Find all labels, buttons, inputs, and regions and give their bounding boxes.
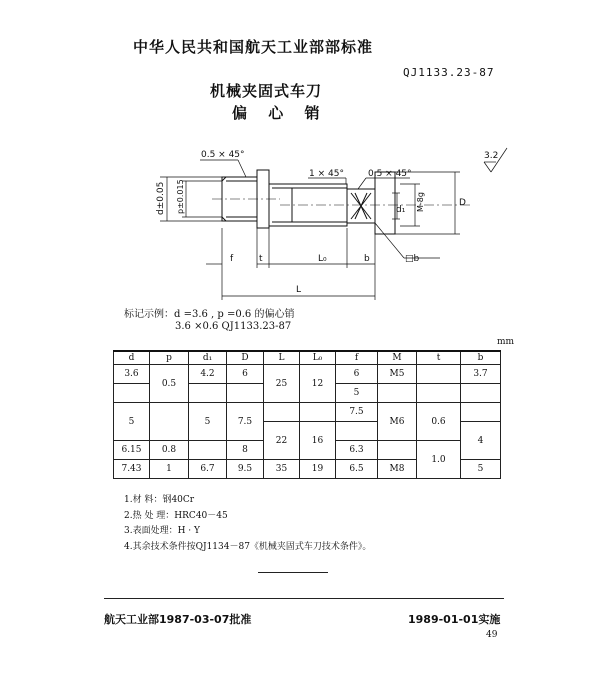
col-header-p: p xyxy=(150,351,189,365)
table-cell: 19 xyxy=(300,460,336,479)
table-cell xyxy=(264,403,300,422)
table-cell: 6 xyxy=(227,365,264,384)
table-cell: 1 xyxy=(150,460,189,479)
chamfer-left-label: 0.5 × 45° xyxy=(201,150,245,160)
marking-example-code: 3.6 ×0.6 QJ1133.23-87 xyxy=(175,321,292,332)
table-cell: 25 xyxy=(264,365,300,403)
table-cell xyxy=(114,384,150,403)
table-cell xyxy=(378,441,417,460)
tolerance-box-label: □b xyxy=(405,254,420,264)
table-cell: 3.7 xyxy=(461,365,501,384)
table-cell: 5 xyxy=(189,403,227,441)
table-cell: 6.15 xyxy=(114,441,150,460)
note-other-requirements: 4.其余技术条件按QJ1134－87《机械夹固式车刀技术条件》。 xyxy=(124,541,372,552)
col-header-D: D xyxy=(227,351,264,365)
dim-f-label: f xyxy=(230,254,234,264)
table-cell: 0.8 xyxy=(150,441,189,460)
dim-d1-label: d₁ xyxy=(396,205,406,215)
table-cell: 6.3 xyxy=(336,441,378,460)
table-cell: 0.6 xyxy=(417,403,461,441)
col-header-f: f xyxy=(336,351,378,365)
col-header-M: M xyxy=(378,351,417,365)
document-subtitle: 偏 心 销 xyxy=(232,104,328,122)
table-cell: 16 xyxy=(300,422,336,460)
standard-authority-title: 中华人民共和国航天工业部部标准 xyxy=(133,38,374,56)
table-cell: 3.6 xyxy=(114,365,150,384)
marking-example-label: 标记示例：d =3.6 , p =0.6 的偏心销 xyxy=(124,309,295,320)
table-cell: 7.5 xyxy=(227,403,264,441)
dim-b-label: b xyxy=(364,254,370,264)
table-cell: 7.5 xyxy=(336,403,378,422)
page-number: 49 xyxy=(486,630,498,640)
dim-M-label: M-8g xyxy=(416,192,425,212)
table-unit: mm xyxy=(497,337,515,347)
note-material: 1.材 料：钢40Cr xyxy=(124,495,195,505)
col-header-b: b xyxy=(461,351,501,365)
table-cell: M5 xyxy=(378,365,417,384)
col-header-L0: L₀ xyxy=(300,351,336,365)
end-rule xyxy=(258,572,328,573)
table-cell xyxy=(461,403,501,422)
dimension-table xyxy=(113,350,501,479)
col-header-d: d xyxy=(114,351,150,365)
dim-L-label: L xyxy=(296,285,302,295)
chamfer-mid-label: 1 × 45° xyxy=(309,169,344,179)
roughness-label: 3.2 xyxy=(484,151,499,161)
technical-notes xyxy=(124,493,371,555)
approval-date: 航天工业部1987-03-07批准 xyxy=(104,613,252,626)
table-cell xyxy=(336,422,378,441)
table-row xyxy=(114,403,501,422)
document-title: 机械夹固式车刀 xyxy=(210,82,323,100)
table-cell: 6.7 xyxy=(189,460,227,479)
table-cell xyxy=(417,384,461,403)
table-cell: 6 xyxy=(336,365,378,384)
table-cell: 35 xyxy=(264,460,300,479)
table-cell: 5 xyxy=(336,384,378,403)
table-cell: 22 xyxy=(264,422,300,460)
col-header-t: t xyxy=(417,351,461,365)
note-surface-treatment: 3.表面处理：H · Y xyxy=(124,526,200,536)
table-cell: 1.0 xyxy=(417,441,461,479)
note-heat-treatment: 2.热 处 理：HRC40－45 xyxy=(124,510,228,521)
eccentric-pin-drawing xyxy=(0,0,600,330)
dim-L0-label: L₀ xyxy=(318,254,327,264)
chamfer-right-label: 0.5 × 45° xyxy=(368,169,412,179)
table-cell xyxy=(150,403,189,441)
table-cell: 8 xyxy=(227,441,264,460)
table-cell: 9.5 xyxy=(227,460,264,479)
table-row xyxy=(114,365,501,384)
table-cell xyxy=(189,384,227,403)
table-cell: 5 xyxy=(461,460,501,479)
col-header-d1: d₁ xyxy=(189,351,227,365)
table-cell: 6.5 xyxy=(336,460,378,479)
dim-D-label: D xyxy=(459,198,466,208)
col-header-L: L xyxy=(264,351,300,365)
table-cell: 5 xyxy=(114,403,150,441)
standard-number: QJ1133.23-87 xyxy=(403,66,495,79)
dim-t-label: t xyxy=(259,254,263,264)
table-cell: 0.5 xyxy=(150,365,189,403)
table-header-row xyxy=(114,351,501,365)
table-cell: 7.43 xyxy=(114,460,150,479)
table-cell: 4.2 xyxy=(189,365,227,384)
table-cell: 4 xyxy=(461,422,501,460)
table-cell xyxy=(461,384,501,403)
footer-rule xyxy=(104,598,504,599)
table-cell: M6 xyxy=(378,403,417,441)
table-cell: M8 xyxy=(378,460,417,479)
table-cell xyxy=(378,384,417,403)
table-cell xyxy=(300,403,336,422)
table-cell xyxy=(417,365,461,384)
table-cell xyxy=(227,384,264,403)
table-cell: 12 xyxy=(300,365,336,403)
dim-d-label: d±0.05 xyxy=(156,181,166,215)
dim-p-label: p±0.015 xyxy=(176,179,185,214)
effective-date: 1989-01-01实施 xyxy=(408,613,501,626)
table-cell xyxy=(189,441,227,460)
